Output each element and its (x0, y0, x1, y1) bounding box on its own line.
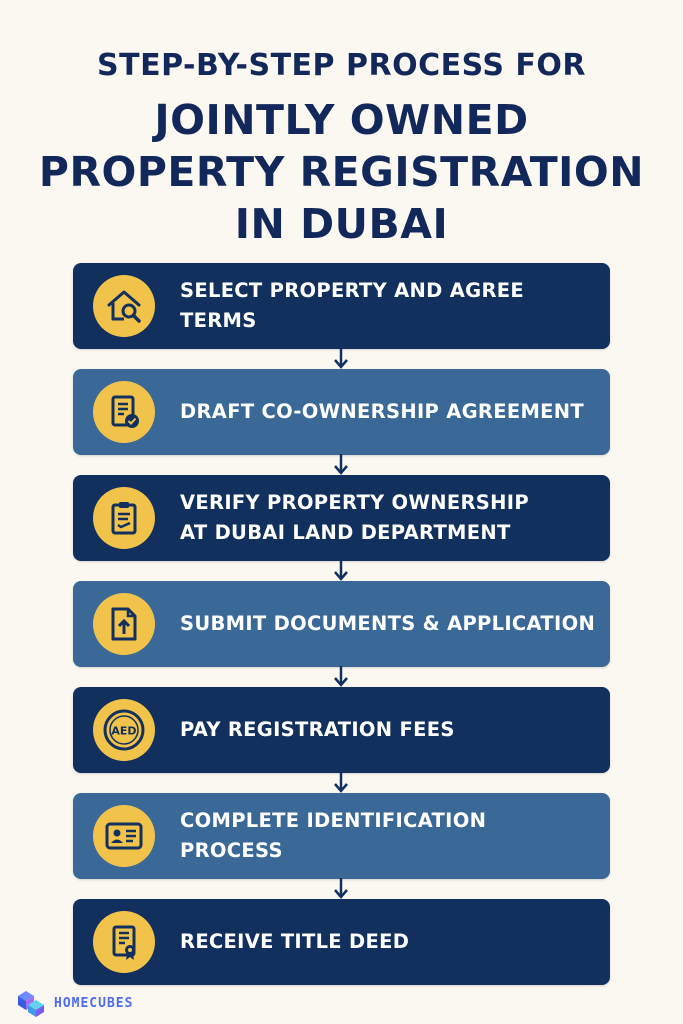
cube-logo-icon (14, 988, 48, 1018)
arrow-down-icon (73, 349, 610, 369)
clipboard-icon (93, 487, 155, 549)
title-line: JOINTLY OWNED (154, 96, 529, 144)
step-label: COMPLETE IDENTIFICATION PROCESS (180, 809, 487, 862)
step-label: SUBMIT DOCUMENTS & APPLICATION (180, 612, 596, 635)
step-pay-fees (73, 687, 610, 773)
arrow-down-icon (73, 879, 610, 899)
arrow-down-icon (73, 773, 610, 793)
process-steps (73, 263, 610, 985)
id-card-icon (93, 805, 155, 867)
step-label: VERIFY PROPERTY OWNERSHIP AT DUBAI LAND DEPARTMENT (180, 491, 529, 544)
step-draft-agreement (73, 369, 610, 455)
arrow-down-icon (73, 561, 610, 581)
step-label: PAY REGISTRATION FEES (180, 718, 455, 741)
aed-coin-text: AED (111, 724, 137, 738)
title-line: IN DUBAI (234, 200, 449, 248)
homecubes-logo (14, 988, 133, 1018)
page-title (0, 94, 683, 250)
step-label: DRAFT CO-OWNERSHIP AGREEMENT (180, 400, 584, 423)
aed-coin-icon (93, 699, 155, 761)
arrow-down-icon (73, 455, 610, 475)
header (0, 48, 683, 250)
step-label: RECEIVE TITLE DEED (180, 930, 410, 953)
step-verify-ownership (73, 475, 610, 561)
step-select-property (73, 263, 610, 349)
logo-text: HOMECUBES (54, 995, 134, 1011)
step-label: SELECT PROPERTY AND AGREE TERMS (180, 279, 524, 332)
step-identification (73, 793, 610, 879)
step-receive-deed (73, 899, 610, 985)
house-search-icon (93, 275, 155, 337)
document-check-icon (93, 381, 155, 443)
title-line: PROPERTY REGISTRATION (38, 148, 645, 196)
arrow-down-icon (73, 667, 610, 687)
title-deed-icon (93, 911, 155, 973)
upload-document-icon (93, 593, 155, 655)
page-subtitle: STEP-BY-STEP PROCESS FOR (97, 48, 586, 83)
step-submit-documents (73, 581, 610, 667)
